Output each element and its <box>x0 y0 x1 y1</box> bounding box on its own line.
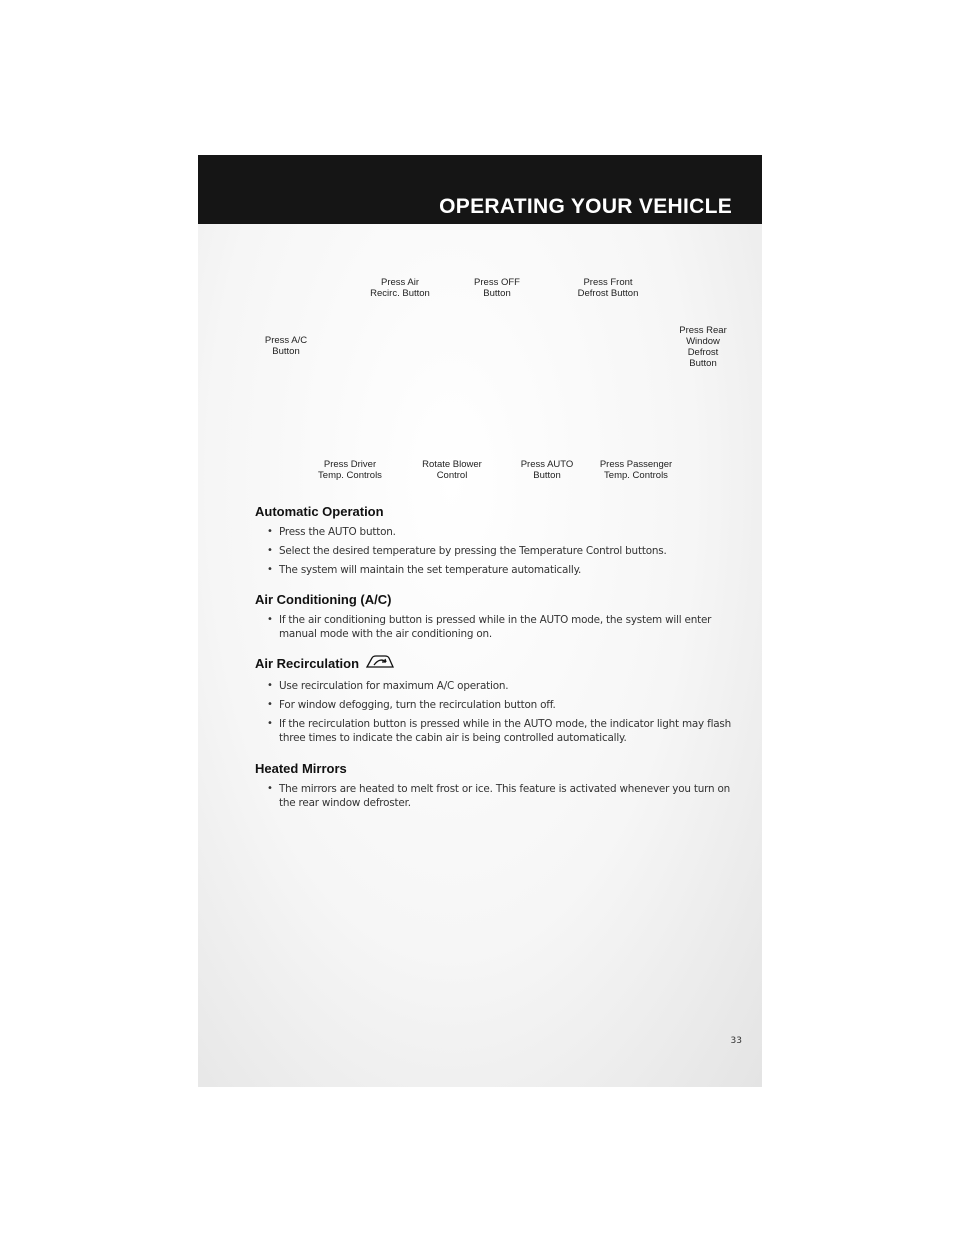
section-heading: Automatic Operation <box>255 504 384 519</box>
section-heading: Heated Mirrors <box>255 761 347 776</box>
callout-blower: Rotate Blower Control <box>422 459 482 481</box>
section-heated-mirrors <box>255 761 735 815</box>
callout-passenger-temp: Press Passenger Temp. Controls <box>599 459 673 481</box>
callout-auto: Press AUTO Button <box>520 459 574 481</box>
callout-driver-temp: Press Driver Temp. Controls <box>318 459 382 481</box>
bullet-list <box>255 782 735 810</box>
list-item: • If the recirculation button is pressed while in the AUTO mode, the indicator light may flash three times to indicate the cabin air is being controlled automatically. <box>267 718 732 744</box>
bullet-glyph: • <box>267 680 273 691</box>
section-air-recirculation <box>255 654 735 750</box>
bullet-glyph: • <box>267 699 273 710</box>
page-header <box>198 155 762 224</box>
section-heading-row <box>255 654 735 673</box>
bullet-list <box>255 679 735 745</box>
bullet-glyph: • <box>267 614 273 625</box>
list-item: • If the air conditioning button is pressed while in the AUTO mode, the system will enter manual mode with the air conditioning on. <box>267 614 712 640</box>
section-automatic-operation <box>255 504 735 582</box>
list-item: • Select the desired temperature by pressing the Temperature Control buttons. <box>267 545 667 557</box>
callout-ac: Press A/C Button <box>264 335 308 357</box>
callout-air-recirc: Press Air Recirc. Button <box>370 277 430 299</box>
section-air-conditioning <box>255 592 735 646</box>
section-heading: Air Recirculation <box>255 656 360 671</box>
page-number: 33 <box>730 1036 742 1046</box>
bullet-glyph: • <box>267 545 273 556</box>
bullet-glyph: • <box>267 783 273 794</box>
callout-off: Press OFF Button <box>474 277 520 299</box>
bullet-list <box>255 613 735 641</box>
manual-page <box>198 155 762 1087</box>
recirculation-icon <box>365 654 395 673</box>
list-item: • Press the AUTO button. <box>267 526 396 538</box>
bullet-glyph: • <box>267 564 273 575</box>
list-item: • The mirrors are heated to melt frost or ice. This feature is activated whenever you turn on the rear window defroster. <box>267 783 731 809</box>
bullet-list <box>255 525 735 577</box>
list-item: • Use recirculation for maximum A/C operation. <box>267 680 509 692</box>
list-item: • The system will maintain the set temperature automatically. <box>267 564 582 576</box>
bullet-glyph: • <box>267 718 273 729</box>
bullet-glyph: • <box>267 526 273 537</box>
section-heading: Air Conditioning (A/C) <box>255 592 392 607</box>
callout-rear-defrost: Press Rear Window Defrost Button <box>679 325 727 369</box>
list-item: • For window defogging, turn the recirculation button off. <box>267 699 556 711</box>
callout-front-defrost: Press Front Defrost Button <box>577 277 639 299</box>
header-title: OPERATING YOUR VEHICLE <box>439 195 732 218</box>
